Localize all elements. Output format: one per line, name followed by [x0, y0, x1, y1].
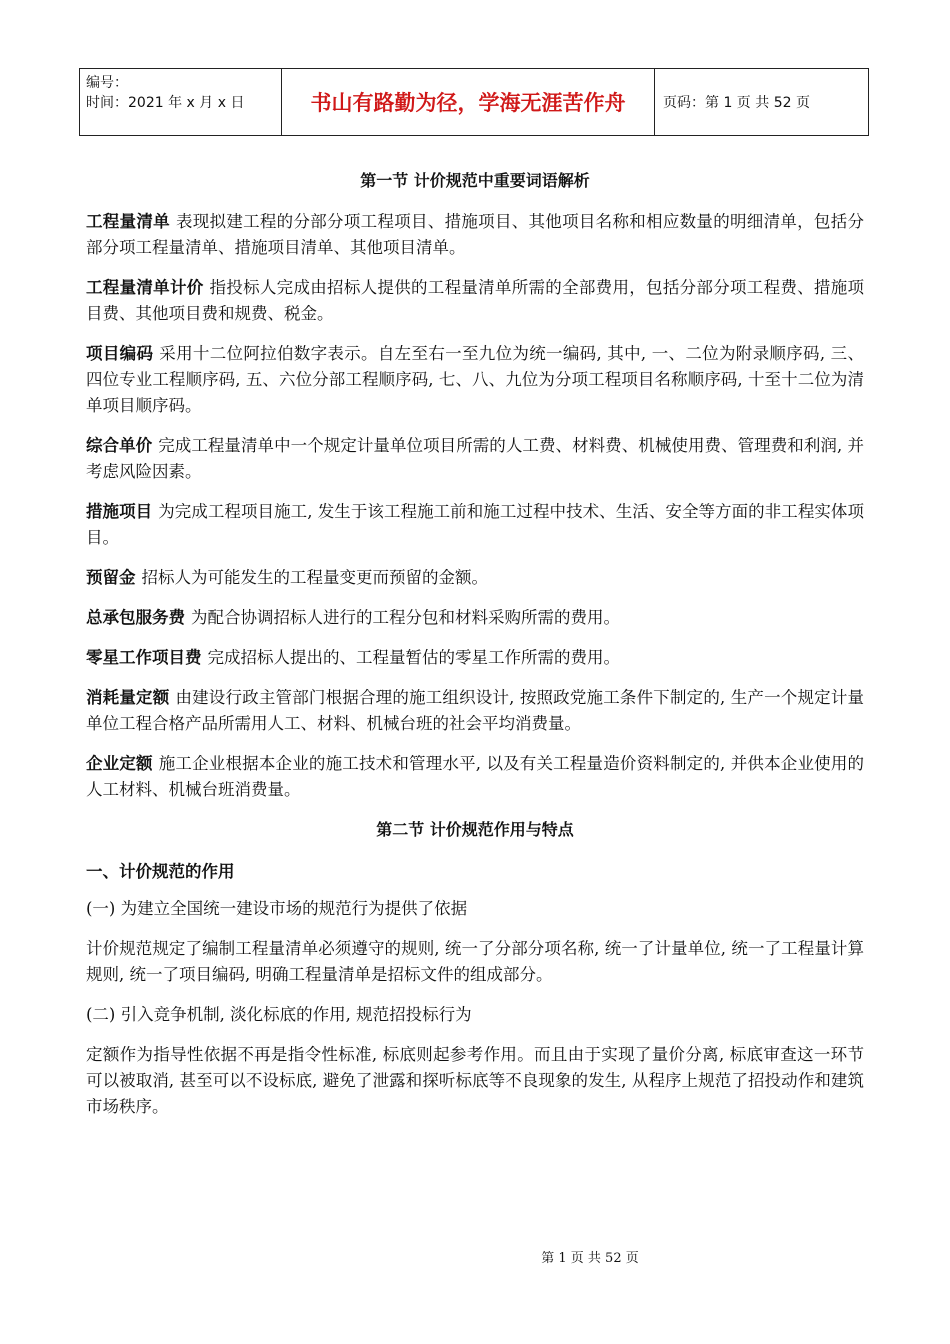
- section-title-2: 第二节 计价规范作用与特点: [376, 820, 574, 839]
- section-heading: 一、计价规范的作用: [86, 862, 235, 881]
- term-name: 工程量清单: [86, 212, 170, 231]
- subheading-2: (二) 引入竞争机制, 淡化标底的作用, 规范招投标行为: [86, 1005, 472, 1024]
- header-table: [79, 68, 869, 136]
- term-definition: 由建设行政主管部门根据合理的施工组织设计, 按照政党施工条件下制定的, 生产一个规定计量单位工程合格产品所需用人工、材料、机械台班的社会平均消费量。: [86, 688, 865, 733]
- term-name: 消耗量定额: [86, 688, 170, 707]
- term-name: 零星工作项目费: [86, 648, 202, 667]
- term-paragraph: [86, 645, 864, 671]
- document-body: [86, 168, 864, 1134]
- term-name: 总承包服务费: [86, 608, 185, 627]
- term-paragraph: [86, 433, 864, 485]
- term-name: 综合单价: [86, 436, 153, 455]
- term-definition: 完成招标人提出的、工程量暂估的零星工作所需的费用。: [207, 648, 620, 667]
- term-paragraph: [86, 209, 864, 261]
- paragraph-1: 计价规范规定了编制工程量清单必须遵守的规则, 统一了分部分项名称, 统一了计量单位, 统一了工程量计算规则, 统一了项目编码, 明确工程量清单是招标文件的组成部分。: [86, 939, 864, 984]
- term-paragraph: [86, 499, 864, 551]
- number-label: 编号：: [86, 75, 128, 91]
- term-name: 企业定额: [86, 754, 153, 773]
- term-list: [86, 209, 864, 803]
- term-definition: 指投标人完成由招标人提供的工程量清单所需的全部费用，包括分部分项工程费、措施项目费、其他项目费和规费、税金。: [86, 278, 865, 323]
- term-paragraph: [86, 341, 864, 419]
- term-paragraph: [86, 275, 864, 327]
- term-paragraph: [86, 605, 864, 631]
- term-name: 工程量清单计价: [86, 278, 204, 297]
- term-paragraph: [86, 751, 864, 803]
- motto: 书山有路勤为径，学海无涯苦作舟: [282, 69, 655, 135]
- term-paragraph: [86, 565, 864, 591]
- time-label: 时间：2021 年 x 月 x 日: [86, 95, 245, 111]
- page-footer: 第 1 页 共 52 页: [541, 1251, 639, 1266]
- page-info: 页码：第 1 页 共 52 页: [663, 95, 810, 111]
- paragraph-2: 定额作为指导性依据不再是指令性标准, 标底则起参考作用。而且由于实现了量价分离, 标底审查这一环节可以被取消, 甚至可以不设标底, 避免了泄露和探听标底等不良现象的发生, 从程序上规范了招投动作和建筑市场秩序。: [86, 1045, 864, 1116]
- term-definition: 为配合协调招标人进行的工程分包和材料采购所需的费用。: [191, 608, 620, 627]
- term-definition: 表现拟建工程的分部分项工程项目、措施项目、其他项目名称和相应数量的明细清单，包括分部分项工程量清单、措施项目清单、其他项目清单。: [86, 212, 865, 257]
- term-definition: 完成工程量清单中一个规定计量单位项目所需的人工费、材料费、机械使用费、管理费和利润, 并考虑风险因素。: [86, 436, 864, 481]
- term-name: 措施项目: [86, 502, 153, 521]
- term-definition: 为完成工程项目施工, 发生于该工程施工前和施工过程中技术、生活、安全等方面的非工程实体项目。: [86, 502, 864, 547]
- term-definition: 招标人为可能发生的工程量变更而预留的金额。: [141, 568, 488, 587]
- subheading-1: (一) 为建立全国统一建设市场的规范行为提供了依据: [86, 899, 468, 918]
- term-name: 项目编码: [86, 344, 154, 363]
- section-title-1: 第一节 计价规范中重要词语解析: [360, 171, 590, 190]
- term-definition: 采用十二位阿拉伯数字表示。自左至右一至九位为统一编码, 其中, 一、二位为附录顺序码, 三、四位专业工程顺序码, 五、六位分部工程顺序码, 七、八、九位为分项工程项目名称顺序码, 十至十二位为清单项目顺序码。: [86, 344, 864, 415]
- term-definition: 施工企业根据本企业的施工技术和管理水平, 以及有关工程量造价资料制定的, 并供本企业使用的人工材料、机械台班消费量。: [86, 754, 865, 799]
- term-paragraph: [86, 685, 864, 737]
- header-meta-cell: [80, 69, 282, 135]
- term-name: 预留金: [86, 568, 136, 587]
